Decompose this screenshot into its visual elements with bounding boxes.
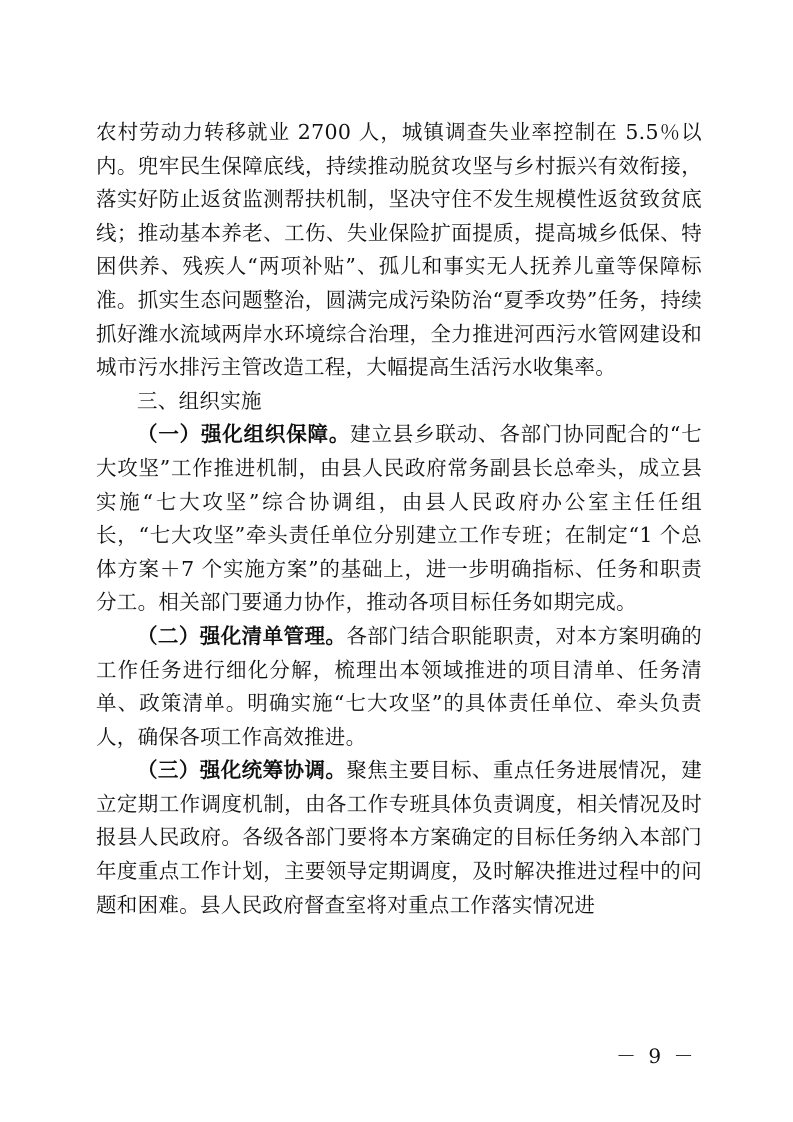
paragraph-lead: （二）强化清单管理。 (137, 623, 347, 648)
body-text (96, 116, 702, 922)
paragraph-lead: （一）强化组织保障。 (137, 422, 351, 447)
page-number: － 9 － (616, 1044, 697, 1068)
paragraph-lead: （三）强化统筹协调。 (137, 758, 347, 783)
paragraph-coordination (96, 754, 702, 922)
section-heading-text: 三、组织实施 (137, 388, 262, 413)
paragraph-text: 各部门结合职能职责，对本方案明确的工作任务进行细化分解，梳理出本领域推进的项目清单、任务清单、政策清单。明确实施“七大攻坚”的具体责任单位、牵头负责人，确保各项工作高效推进。 (96, 623, 702, 749)
section-heading (96, 385, 702, 419)
paragraph-text: 聚焦主要目标、重点任务进展情况，建立定期工作调度机制，由各工作专班具体负责调度，相关情况及时报县人民政府。各级各部门要将本方案确定的目标任务纳入本部门年度重点工作计划，主要领导定期调度，及时解决推进过程中的问题和困难。县人民政府督查室将对重点工作落实情况进 (96, 758, 702, 917)
paragraph-checklist (96, 620, 702, 754)
paragraph-organization (96, 418, 702, 620)
paragraph-text: 建立县乡联动、各部门协同配合的“七大攻坚”工作推进机制，由县人民政府常务副县长总牵头，成立县实施“七大攻坚”综合协调组，由县人民政府办公室主任任组长，“七大攻坚”牵头责任单位分别建立工作专班；在制定“1 个总体方案＋7 个实施方案”的基础上，进一步明确指标、任务和职责分工。相关部门要通力协作，推动各项目标任务如期完成。 (96, 422, 702, 615)
paragraph-livelihood (96, 116, 702, 385)
paragraph-text: 农村劳动力转移就业 2700 人，城镇调查失业率控制在 5.5％以内。兜牢民生保障底线，持续推动脱贫攻坚与乡村振兴有效衔接，落实好防止返贫监测帮扶机制，坚决守住不发生规模性返贫致贫底线；推动基本养老、工伤、失业保险扩面提质，提高城乡低保、特困供养、残疾人“两项补贴”、孤儿和事实无人抚养儿童等保障标准。抓实生态问题整治，圆满完成污染防治“夏季攻势”任务，持续抓好潍水流域两岸水环境综合治理，全力推进河西污水管网建设和城市污水排污主管改造工程，大幅提高生活污水收集率。 (96, 120, 702, 380)
